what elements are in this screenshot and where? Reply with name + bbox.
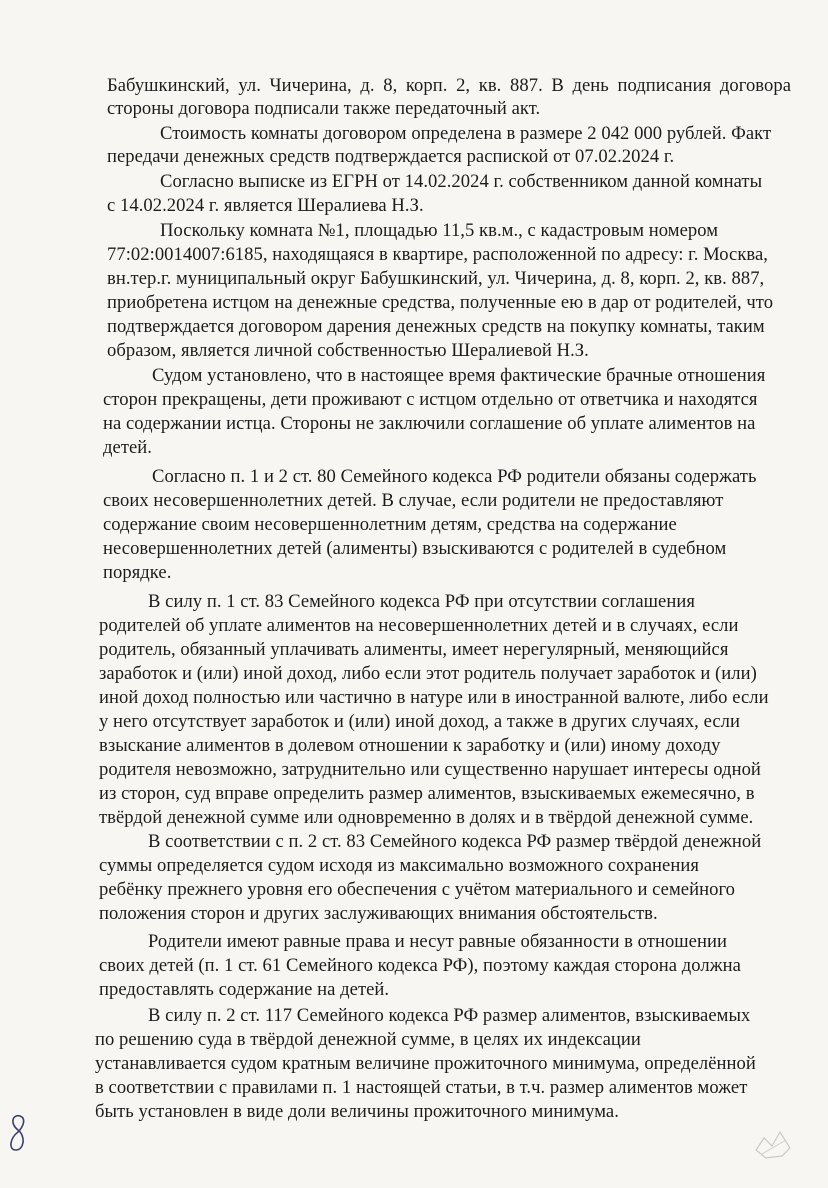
text-line: В соответствии с п. 2 ст. 83 Семейного кодекса РФ размер твёрдой денежной [148, 831, 762, 852]
text-line: образом, является личной собственностью Шералиевой Н.З. [107, 340, 589, 361]
text-line: Поскольку комната №1, площадью 11,5 кв.м., с кадастровым номером [160, 220, 719, 241]
text-line: взыскание алиментов в долевом отношении к заработку и (или) иному доходу [99, 735, 721, 756]
text-line: В силу п. 2 ст. 117 Семейного кодекса РФ размер алиментов, взыскиваемых [148, 1005, 751, 1026]
text-line: Стоимость комнаты договором определена в размере 2 042 000 рублей. Факт [160, 123, 772, 144]
text-line: приобретена истцом на денежные средства, полученные ею в дар от родителей, что [107, 292, 774, 313]
text-line: с 14.02.2024 г. является Шералиева Н.З. [107, 195, 424, 216]
text-line: своих детей (п. 1 ст. 61 Семейного кодекса РФ), поэтому каждая сторона должна [99, 955, 741, 976]
handwritten-page-number [6, 1110, 30, 1156]
text-line: вн.тер.г. муниципальный округ Бабушкинский, ул. Чичерина, д. 8, корп. 2, кв. 887, [107, 268, 765, 289]
text-line: по решению суда в твёрдой денежной сумме, в целях их индексации [95, 1029, 641, 1050]
text-line: Согласно выписке из ЕГРН от 14.02.2024 г. собственником данной комнаты [160, 171, 763, 192]
text-line: предоставлять содержание на детей. [99, 979, 390, 1000]
text-line: быть установлен в виде доли величины прожиточного минимума. [95, 1101, 619, 1122]
text-line: на содержании истца. Стороны не заключили соглашение об уплате алиментов на [103, 413, 756, 434]
text-line: у него отсутствует заработок и (или) иной доход, а также в других случаях, если [99, 711, 740, 732]
text-line: ребёнку прежнего уровня его обеспечения с учётом материального и семейного [99, 879, 736, 900]
text-line: передачи денежных средств подтверждается распиской от 07.02.2024 г. [107, 146, 675, 167]
text-line: иной доход полностью или частично в натуре или в иностранной валюте, либо если [99, 687, 769, 708]
text-line: заработок и (или) иной доход, либо если этот родитель получает заработок и (или) [99, 663, 757, 684]
text-line: стороны договора подписали также передаточный акт. [107, 98, 541, 119]
text-line: детей. [103, 437, 152, 458]
text-line: несовершеннолетних детей (алименты) взыскиваются с родителей в судебном [103, 538, 727, 559]
text-line: положения сторон и других заслуживающих внимания обстоятельств. [99, 903, 658, 924]
text-line: родителей об уплате алиментов на несовершеннолетних детей и в случаях, если [99, 615, 739, 636]
text-line: порядке. [103, 562, 172, 583]
text-line: Судом установлено, что в настоящее время фактические брачные отношения [152, 365, 766, 386]
text-line: твёрдой денежной сумме или одновременно в долях и в твёрдой денежной сумме. [99, 807, 754, 828]
text-line: в соответствии с правилами п. 1 настоящей статьи, в т.ч. размер алиментов может [95, 1077, 748, 1098]
text-line: В силу п. 1 ст. 83 Семейного кодекса РФ при отсутствии соглашения [148, 591, 695, 612]
text-line: подтверждается договором дарения денежных средств на покупку комнаты, таким [107, 316, 765, 337]
text-line: Родители имеют равные права и несут равные обязанности в отношении [148, 931, 727, 952]
stamp-mark-icon [752, 1120, 796, 1164]
text-line: устанавливается судом кратным величине прожиточного минимума, определённой [95, 1053, 756, 1074]
text-line: сторон прекращены, дети проживают с истцом отдельно от ответчика и находятся [103, 389, 758, 410]
text-line: суммы определяется судом исходя из максимально возможного сохранения [99, 855, 699, 876]
text-line: из сторон, суд вправе определить размер алиментов, взыскиваемых ежемесячно, в [99, 783, 755, 804]
text-line: своих несовершеннолетних детей. В случае, если родители не предоставляют [103, 490, 724, 511]
text-line: содержание своим несовершеннолетним детям, средства на содержание [103, 514, 677, 535]
text-line: Бабушкинский, ул. Чичерина, д. 8, корп. 2, кв. 887. В день подписания договора [107, 75, 791, 96]
text-line: 77:02:0014007:6185, находящаяся в квартире, расположенной по адресу: г. Москва, [107, 244, 769, 265]
text-line: Согласно п. 1 и 2 ст. 80 Семейного кодекса РФ родители обязаны содержать [152, 466, 757, 487]
text-line: родитель, обязанный уплачивать алименты, имеет нерегулярный, меняющийся [99, 639, 729, 660]
text-line: родителя невозможно, затруднительно или существенно нарушает интересы одной [99, 759, 761, 780]
